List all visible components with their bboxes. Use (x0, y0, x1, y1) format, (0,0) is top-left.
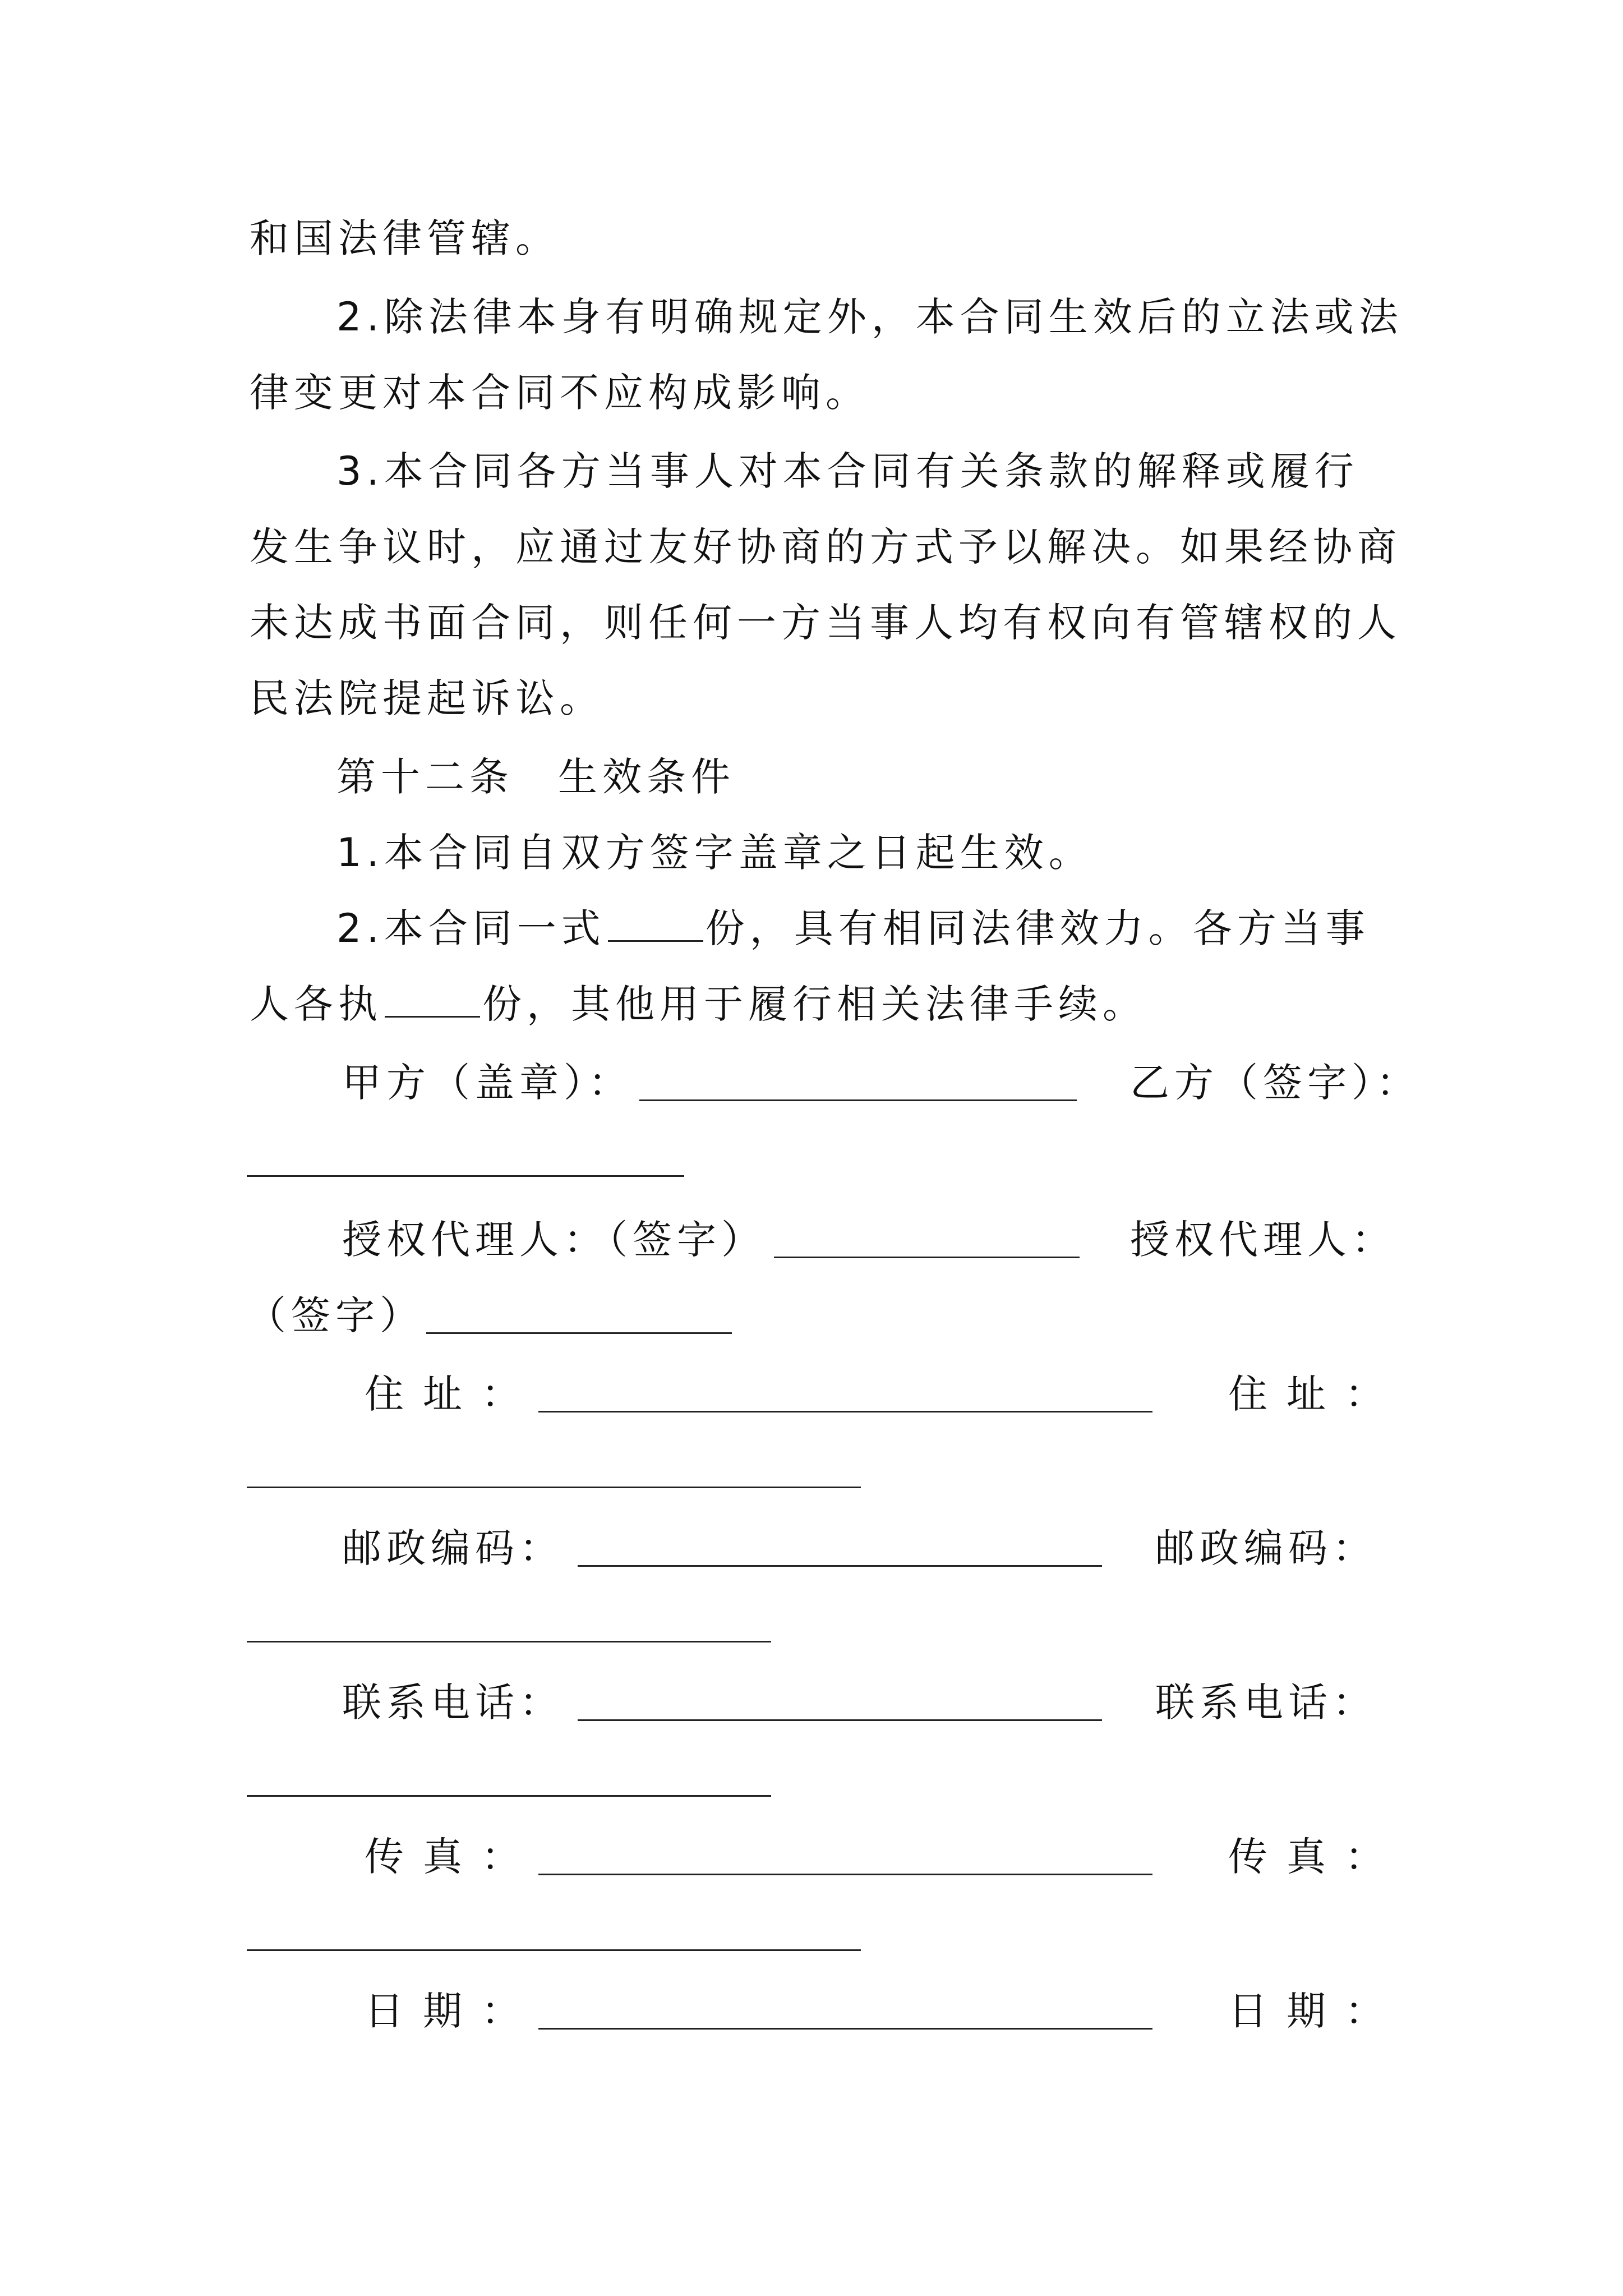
paragraph-3-line-4: 民法院提起诉讼。 (250, 675, 604, 721)
date-a-line[interactable] (538, 2028, 1152, 2030)
paragraph-3-line-2: 发生争议时，应通过友好协商的方式予以解决。如果经协商 (250, 524, 1401, 570)
agent-b-sign-label: （签字） (247, 1292, 424, 1338)
agent-a-signature-line[interactable] (774, 1257, 1080, 1258)
postal-b-line[interactable] (247, 1641, 771, 1642)
copies-blank[interactable] (608, 908, 703, 942)
phone-b-label: 联系电话： (1155, 1680, 1377, 1726)
effect-clause-1: 1.本合同自双方签字盖章之日起生效。 (336, 830, 1093, 876)
agent-b-label: 授权代理人： (1130, 1217, 1396, 1263)
party-a-signature-line[interactable] (639, 1099, 1077, 1101)
copies-text: 份，具有相同法律效力。各方当事 (705, 905, 1370, 951)
address-a-label: 住址： (365, 1371, 540, 1417)
party-b-signature-line[interactable] (247, 1175, 684, 1177)
paragraph-3-line-3: 未达成书面合同，则任何一方当事人均有权向有管辖权的人 (250, 600, 1401, 646)
postal-b-label: 邮政编码： (1155, 1525, 1377, 1571)
fax-a-line[interactable] (538, 1874, 1152, 1875)
agent-b-signature-line[interactable] (426, 1332, 732, 1334)
each-holds-blank[interactable] (385, 983, 480, 1018)
each-holds-text: 份，其他用于履行相关法律手续。 (482, 981, 1147, 1027)
phone-b-line[interactable] (247, 1795, 771, 1797)
phone-a-line[interactable] (578, 1719, 1102, 1721)
agent-a-label: 授权代理人：（签字） (342, 1217, 766, 1263)
fax-a-label: 传真： (365, 1834, 540, 1880)
paragraph-2-line-1: 2.除法律本身有明确规定外，本合同生效后的立法或法 (336, 294, 1403, 340)
address-b-line[interactable] (247, 1487, 861, 1488)
party-b-label: 乙方（签字）： (1130, 1060, 1421, 1106)
address-b-label: 住址： (1228, 1371, 1403, 1417)
party-a-label: 甲方（盖章）： (342, 1060, 633, 1106)
date-a-label: 日期： (365, 1988, 540, 2034)
postal-a-line[interactable] (578, 1565, 1102, 1567)
article-heading: 第十二条 生效条件 (336, 754, 735, 800)
fax-b-line[interactable] (247, 1949, 861, 1951)
paragraph-1-line-1: 和国法律管辖。 (250, 215, 560, 261)
copies-label: 2.本合同一式 (336, 905, 606, 951)
each-holds-label: 人各执 (250, 981, 382, 1027)
date-b-label: 日期： (1228, 1988, 1403, 2034)
paragraph-3-line-1: 3.本合同各方当事人对本合同有关条款的解释或履行 (336, 448, 1359, 494)
fax-b-label: 传真： (1228, 1834, 1403, 1880)
effect-clause-2-line-2 (250, 979, 1147, 1029)
postal-a-label: 邮政编码： (342, 1525, 564, 1571)
address-a-line[interactable] (538, 1411, 1152, 1412)
effect-clause-2-line-1 (336, 903, 1370, 954)
phone-a-label: 联系电话： (342, 1680, 564, 1726)
paragraph-2-line-2: 律变更对本合同不应构成影响。 (250, 370, 870, 416)
